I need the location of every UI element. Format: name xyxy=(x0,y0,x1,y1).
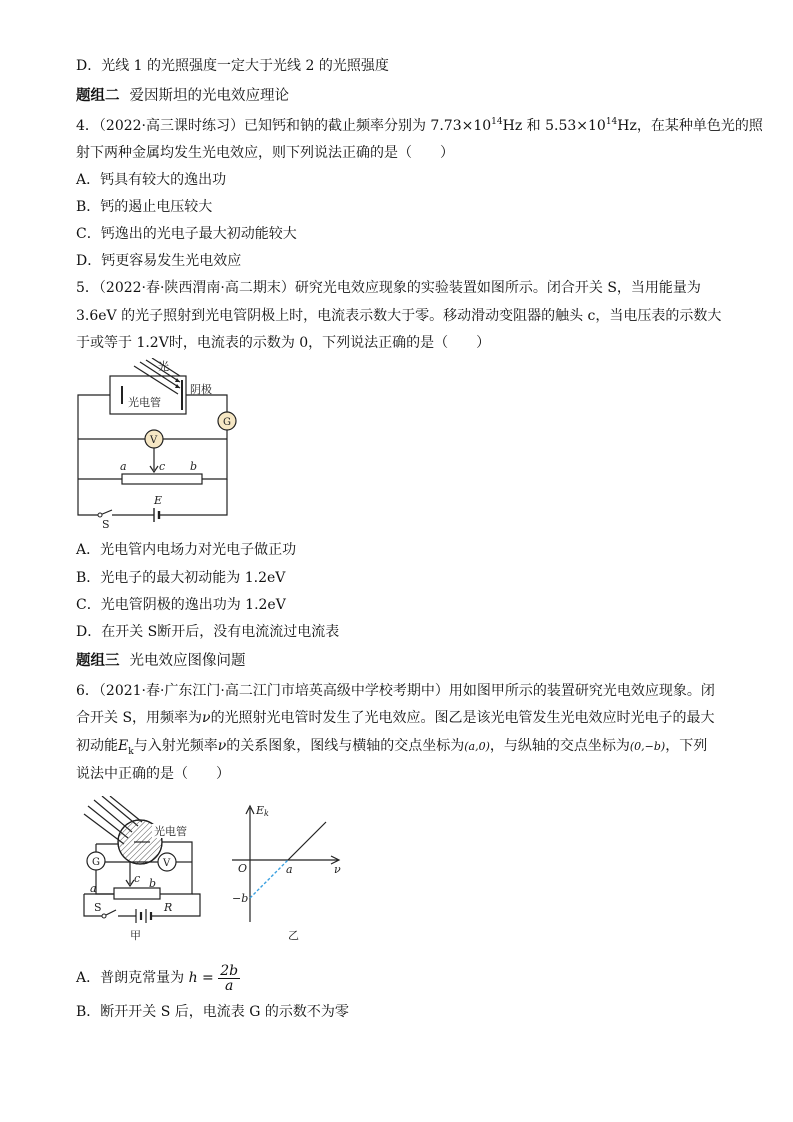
intercept-x-coord: (a,0) xyxy=(464,740,490,753)
y-axis-label xyxy=(255,804,269,818)
group-title: 爱因斯坦的光电效应理论 xyxy=(129,88,289,104)
q4-text-part: Hz，在某种单色光的照 xyxy=(617,118,763,134)
slider-c-label: c xyxy=(159,460,166,473)
phototube-label: 光电管 xyxy=(128,396,161,409)
intercept-y-coord: (0,−b) xyxy=(629,740,666,753)
group-title: 光电效应图像问题 xyxy=(129,653,246,669)
q6-text-part: 与入射光频率 xyxy=(133,738,218,754)
cathode-label: 阴极 xyxy=(190,383,212,396)
section-heading-group3 xyxy=(76,651,246,671)
phototube-label: 光电管 xyxy=(154,825,187,838)
q6-option-b: B．断开开关 S 后，电流表 G 的示数不为零 xyxy=(76,1004,349,1020)
q6-stem-line4: 说法中正确的是（ ） xyxy=(76,766,230,782)
q6-ek-frequency-graph xyxy=(226,796,350,944)
q6-stem-line1: 6．（2021·春·广东江门·高二江门市培英高级中学校考期中）用如图甲所示的装置研究光电效应现象。闭 xyxy=(76,683,715,699)
origin-label: O xyxy=(238,862,248,875)
q4-stem-line1 xyxy=(76,116,763,136)
y-intercept-label: −b xyxy=(232,892,249,905)
fraction-2b-over-a xyxy=(218,964,240,993)
voltmeter-label: V xyxy=(163,858,171,869)
resistor-label: R xyxy=(164,901,173,914)
q6-circuit-diagram-jia xyxy=(74,796,214,946)
fraction-numerator: 2b xyxy=(220,962,239,979)
ek-letter: E xyxy=(256,804,265,817)
q3-option-d: D．光线 1 的光照强度一定大于光线 2 的光照强度 xyxy=(76,58,389,74)
q4-option-b: B．钙的遏止电压较大 xyxy=(76,199,213,215)
q4-stem-line2: 射下两种金属均发生光电效应，则下列说法正确的是（ ） xyxy=(76,145,454,161)
x-intercept-label: a xyxy=(286,863,293,876)
q4-text-part: 4．（2022·高三课时练习）已知钙和钠的截止频率分别为 7.73×10 xyxy=(76,118,492,134)
q6-option-a xyxy=(76,962,240,994)
q5-stem-line1: 5．（2022·春·陕西渭南·高二期末）研究光电效应现象的实验装置如图所示。闭合开关 S，当用能量为 xyxy=(76,280,701,296)
fraction-denominator: a xyxy=(224,977,234,994)
h-equals: h = xyxy=(188,970,214,986)
q4-option-c: C．钙逸出的光电子最大初动能较大 xyxy=(76,226,297,242)
section-heading-group2 xyxy=(76,86,289,106)
ek-sub: k xyxy=(264,809,269,818)
q6-option-a-text: A．普朗克常量为 xyxy=(76,970,185,986)
rheostat-end-a: a xyxy=(90,882,97,895)
exponent: 14 xyxy=(491,117,503,127)
voltmeter-label: V xyxy=(150,435,158,446)
group-label: 题组二 xyxy=(76,88,120,104)
galvanometer-label: G xyxy=(92,857,100,868)
rheostat-end-b: b xyxy=(149,877,157,890)
q6-text-part: 合开关 S，用频率为 xyxy=(76,710,203,726)
q6-text-part: ，下列 xyxy=(665,738,708,754)
q5-stem-line2: 3.6eV 的光子照射到光电管阴极上时，电流表示数大于零。移动滑动变阻器的触头 c，当电压表的示数大 xyxy=(76,308,722,324)
q4-option-a: A．钙具有较大的逸出功 xyxy=(76,172,227,188)
ek-line-extension-dashed xyxy=(250,860,288,898)
x-axis-label: ν xyxy=(334,863,341,876)
slider-c-label: c xyxy=(134,872,141,885)
q6-stem-line3 xyxy=(76,736,707,762)
ek-line xyxy=(288,822,326,860)
figure-caption-jia: 甲 xyxy=(130,929,141,942)
q5-stem-line3: 于或等于 1.2V时，电流表的示数为 0，下列说法正确的是（ ） xyxy=(76,335,491,351)
q5-option-c: C．光电管阴极的逸出功为 1.2eV xyxy=(76,597,286,613)
q6-text-part: ，与纵轴的交点坐标为 xyxy=(489,738,630,754)
battery-label: E xyxy=(154,494,163,507)
q6-text-part: 的光照射光电管时发生了光电效应。图乙是该光电管发生光电效应时光电子的最大 xyxy=(210,710,715,726)
q4-option-d: D．钙更容易发生光电效应 xyxy=(76,253,242,269)
q6-text-part: 初动能 xyxy=(76,738,118,754)
q6-stem-line2 xyxy=(76,708,715,728)
q5-option-b: B．光电子的最大初动能为 1.2eV xyxy=(76,570,286,586)
ek-symbol: E xyxy=(118,738,129,754)
light-label: 光 xyxy=(158,360,169,373)
q5-option-d: D．在开关 S断开后，没有电流流过电流表 xyxy=(76,624,340,640)
group-label: 题组三 xyxy=(76,653,120,669)
q5-circuit-diagram xyxy=(72,358,252,534)
q4-text-part: Hz 和 5.53×10 xyxy=(502,118,606,134)
ek-subscript: k xyxy=(128,746,134,757)
figure-caption-yi: 乙 xyxy=(288,929,299,942)
galvanometer-label: G xyxy=(223,417,231,428)
q6-text-part: 的关系图象，图线与横轴的交点坐标为 xyxy=(226,738,465,754)
rheostat-end-b: b xyxy=(190,460,198,473)
nu-symbol: ν xyxy=(202,710,211,726)
q5-option-a: A．光电管内电场力对光电子做正功 xyxy=(76,542,297,558)
rheostat-end-a: a xyxy=(120,460,127,473)
switch-label: S xyxy=(94,901,102,914)
exponent: 14 xyxy=(605,117,618,127)
switch-label: S xyxy=(102,518,110,531)
nu-symbol: ν xyxy=(217,738,227,754)
